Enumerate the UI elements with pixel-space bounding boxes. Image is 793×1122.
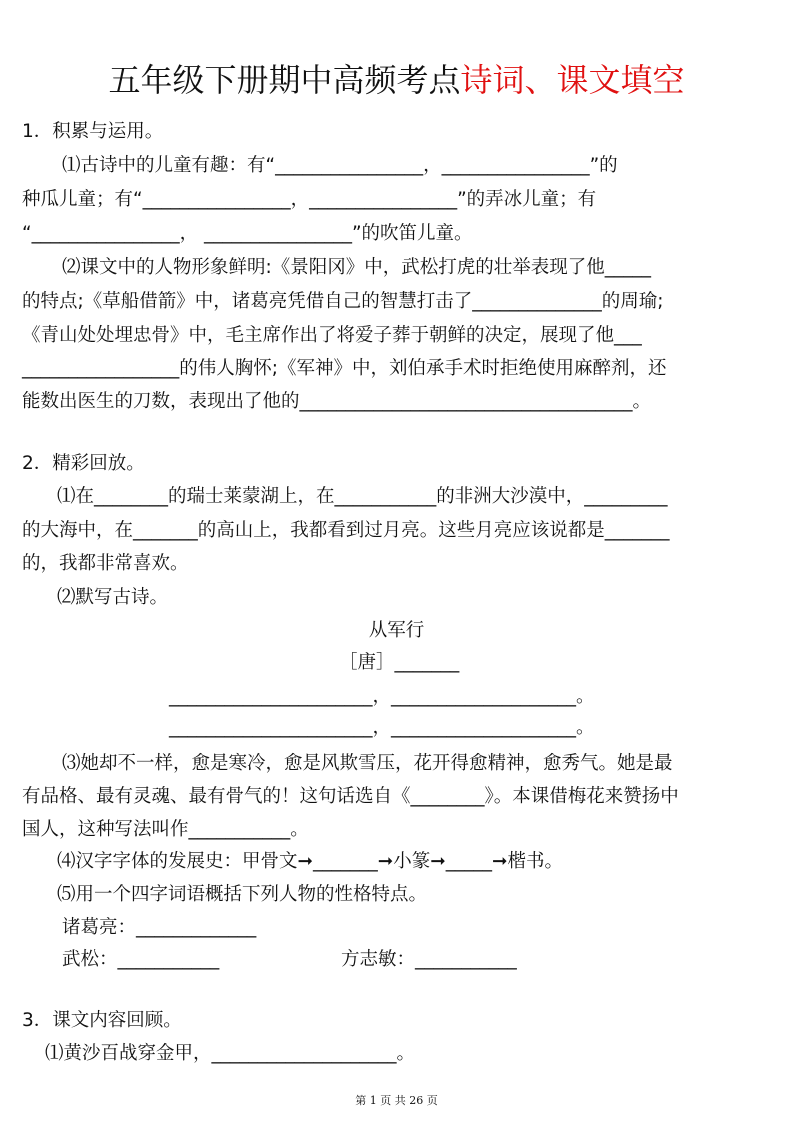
s1-q2-line5: 能数出医生的刀数，表现出了他的____________________________________。 bbox=[22, 391, 652, 412]
s1-q2-line1: ⑵课文中的人物形象鲜明:《景阳冈》中，武松打虎的壮举表现了他_____ bbox=[62, 257, 651, 278]
section3-heading: 3．课文内容回顾。 bbox=[22, 1010, 182, 1031]
s2-q2-label: ⑵默写古诗。 bbox=[57, 587, 169, 608]
s1-q2-line4: _________________的伟人胸怀;《军神》中，刘伯承手术时拒绝使用麻醉剂，还 bbox=[22, 358, 667, 379]
s2-q5-item-wusong: 武松：___________ bbox=[62, 949, 220, 970]
section2-heading: 2．精彩回放。 bbox=[22, 453, 145, 474]
s2-q3-line3: 国人，这种写法叫作___________。 bbox=[22, 819, 309, 840]
s1-q1-line3: “________________， ________________”的吹笛儿童。 bbox=[22, 223, 473, 244]
title-highlight: 诗词、课文填空 bbox=[460, 61, 685, 99]
page-footer: 第 1 页 共 26 页 bbox=[355, 1094, 438, 1107]
s1-q2-line3: 《青山处处埋忠骨》中，毛主席作出了将爱子葬于朝鲜的决定，展现了他___ bbox=[22, 325, 642, 346]
s2-q3-line2: 有品格、最有灵魂、最有骨气的！这句话选自《________》。本课借梅花来赞扬中 bbox=[22, 786, 679, 807]
s2-q3-line1: ⑶她却不一样，愈是寒冷，愈是风欺雪压，花开得愈精神，愈秀气。她是最 bbox=[62, 753, 673, 774]
s1-q2-line2: 的特点;《草船借箭》中，诸葛亮凭借自己的智慧打击了______________的周瑜; bbox=[22, 291, 664, 312]
poem-line1: ______________________，____________________。 bbox=[169, 686, 595, 707]
s1-q1-line1: ⑴古诗中的儿童有趣：有“________________，________________”的 bbox=[62, 155, 618, 176]
s2-q5-label: ⑸用一个四字词语概括下列人物的性格特点。 bbox=[57, 884, 428, 905]
s3-q1-line1: ⑴黄沙百战穿金甲，____________________。 bbox=[45, 1043, 416, 1064]
s2-q1-line3: 的，我都非常喜欢。 bbox=[22, 553, 189, 574]
section1-heading: 1．积累与运用。 bbox=[22, 121, 164, 142]
s2-q5-item-fangzhimin: 方志敏：___________ bbox=[341, 949, 517, 970]
title-normal: 五年级下册期中高频考点 bbox=[108, 61, 461, 99]
s2-q1-line1: ⑴在________的瑞士莱蒙湖上，在___________的非洲大沙漠中，_________ bbox=[57, 486, 668, 507]
s1-q1-line2: 种瓜儿童；有“________________，________________”的弄冰儿童；有 bbox=[22, 189, 597, 210]
s2-q1-line2: 的大海中，在_______的高山上，我都看到过月亮。这些月亮应该说都是_______ bbox=[22, 520, 670, 541]
poem-author: ［唐］_______ bbox=[339, 652, 460, 673]
poem-line2: ______________________，____________________。 bbox=[169, 717, 595, 738]
s2-q4-line1: ⑷汉字字体的发展史：甲骨文➞_______➞小篆➞_____➞楷书。 bbox=[57, 851, 564, 872]
page-title bbox=[0, 58, 793, 102]
poem-title: 从军行 bbox=[368, 620, 425, 641]
s2-q5-item-zhugeliang: 诸葛亮：_____________ bbox=[62, 917, 257, 938]
